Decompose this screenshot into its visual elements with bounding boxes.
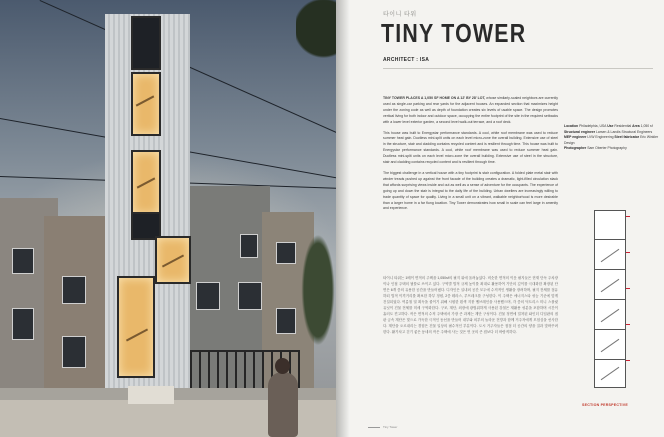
credit-value: Sam Oberter Photography <box>587 146 627 150</box>
window <box>276 242 296 264</box>
window <box>238 282 262 310</box>
footer-rule <box>368 427 380 428</box>
page-footer <box>368 425 397 429</box>
credit-label: Photographer <box>564 146 587 150</box>
footer-text: Tiny Tower <box>383 425 398 429</box>
stair-line <box>601 279 620 292</box>
lead-text: TINY TOWER PLACES A 1,050 SF HOME ON A 12' BY 28' LOT, <box>383 96 486 100</box>
section-perspective-drawing <box>588 210 632 390</box>
tiny-tower-facade <box>105 14 190 392</box>
floor-line <box>595 299 625 300</box>
window <box>12 248 34 274</box>
credit-value: LVW Engineering <box>587 135 614 139</box>
window <box>62 336 86 368</box>
pedestrian <box>268 372 298 437</box>
paragraph-text: whose similarly-scaled neighbors are currently used as single-car parking and rear yards for the adjacent houses. An expanded section that maximizes height under the zoning code as well as depth of foundation creates six levels of usable space. The design promotes vertical living for both indoor and outdoor space, occupying the entire footprint of the site in the required setbacks with a lower level exterior garden, a second level walk-out terrace, and a roof deck. <box>383 96 558 124</box>
lit-window <box>155 236 191 284</box>
pedestrian-head <box>275 358 290 374</box>
credit-value: Eric Winkler Design <box>564 135 659 145</box>
stair-line <box>601 249 620 262</box>
article-page <box>350 0 664 437</box>
credit-label: Area <box>632 124 640 128</box>
floor-line <box>595 239 625 240</box>
window <box>62 276 86 304</box>
floor-line <box>595 269 625 270</box>
title-divider <box>383 68 653 69</box>
section-label: SECTION PERSPECTIVE <box>582 403 628 407</box>
lit-window <box>131 72 161 136</box>
stair-line <box>601 367 620 380</box>
stair-tread <box>137 177 156 188</box>
page-gutter <box>336 0 350 437</box>
window <box>240 234 258 258</box>
window <box>12 308 34 340</box>
credit-label: Use <box>607 124 614 128</box>
credit-label: Steel fabricator <box>614 135 640 139</box>
credit-value: Larsen & Landis Structural Engineers <box>596 129 653 134</box>
entry-steps <box>128 386 174 404</box>
credit-value: Philadelphia, USA <box>579 124 607 128</box>
stair-tread <box>162 254 184 267</box>
credit-value: Residential <box>614 124 632 128</box>
tree-foliage <box>296 0 336 70</box>
korean-title: 타이니 타워 <box>383 12 417 18</box>
lit-window <box>131 150 161 216</box>
credit-label: Structural engineer <box>564 129 596 134</box>
stair-tread <box>126 328 148 341</box>
floor-line <box>595 329 625 330</box>
floor-line <box>595 359 625 360</box>
window <box>276 308 296 334</box>
top-window <box>131 16 161 70</box>
stair-line <box>601 339 620 352</box>
neighbor-building <box>44 216 106 388</box>
stair-tread <box>136 95 155 106</box>
paragraph <box>383 96 558 126</box>
stair-line <box>601 309 620 322</box>
korean-body: 타이니 타워는 1베이 면적의 주택을 1,050sf의 필지 위에 올려놓았다. 비슷한 면적의 이웃 필지들은 현재 단독 주차장이나 인접 주택의 뒷뜰로 쓰이고 있다. 구역별 법적 규제 높이를 최대로 활용하여 기단의 깊이를 극대화한 확장된 단면은 6개 층의 유용한 공간을 만들어냈다. 디자인은 실내외 공간 모두에 수직적인 생활을 장려하며, 필지 전체를 점유하되 법적 이격거리를 확보한 하부 정원, 2층 테라스, 루프데크를 구성한다. 이 주택은 에너지스타 성능 기준에 맞게 건설되었다. 여름철 열 획득을 줄이기 위해 시원한 흰색 지붕 멤브레인을 사용했으며, 각 층의 덕트리스 미니 스플릿 유닛이 건물 전체를 미세 구역화한다. 구조, 계단, 외장에 광범위하게 사용된 강철은 재활용 성분을 포함하며 시간이 흘러도 견고하다. 작은 면적의 수직 주택에서 가장 큰 과제는 계단 구성이다. 건물 정면에 밀착된 와인더 디딤판의 접판 금속 계단은 빛으로 가득한 극적인 동선을 만들어 내부와 외부의 놀라운 전망과 함께 거주자에게 모험심을 선사한다. 계단을 오르내리는 경험은 건물 일상의 필수적인 부분이다. 도시 거주자들은 점점 더 공간의 양을 질과 맞바꾸려 한다. 활기차고 걷기 좋은 동네의 작은 주택에 사는 것은 먼 곳의 큰 집보다 더 바람직하다. <box>383 276 558 334</box>
section-outline <box>594 210 626 388</box>
architect-credit: ARCHITECT : ISA <box>383 57 430 63</box>
article-body <box>383 96 558 217</box>
window <box>196 282 220 310</box>
tree-foliage <box>300 230 336 350</box>
credit-label: MEP engineer <box>564 135 587 139</box>
level-markers <box>626 216 630 386</box>
paragraph: This house was built to Energystar performance standards. A cool, white roof membrane was used to reduce summer heat gain. Ductless mini-split units on each level micro-zone the overall building. Extensive use of steel in the structure, stair and cladding contains recycled content and is resilient through time. This house was built to Energystar performance standards. A cool, white roof membrane was used to reduce summer heat gain. Ductless mini-split units on each level micro-zone the overall building. Extensive use of steel in the structure, stair and cladding contains recycled content and is resilient through time. <box>383 130 558 165</box>
paragraph: The biggest challenge in a vertical house with a tiny footprint is stair configuration. A folded plate metal stair with winder treads pushed up against the front facade of the building creates a dramatic, light-filled circulation stack that affords surprising views inside and out as well as a sense of adventure for the occupants. The experience of going up and down the stair is integral to the daily life of the building. Urban dwellers are increasingly willing to trade quantity of space for quality. Living in a small unit on a vibrant, walkable neighborhood is more desirable than a larger home in a far flung location. Tiny Tower demonstrates how small in scale can feel large in amenity and experience. <box>383 170 558 211</box>
credit-value: 1,050 sf <box>640 124 653 128</box>
page-title: TINY TOWER <box>381 18 527 48</box>
project-credits <box>564 124 660 152</box>
credit-label: Location <box>564 124 579 128</box>
front-door-window <box>117 276 155 378</box>
